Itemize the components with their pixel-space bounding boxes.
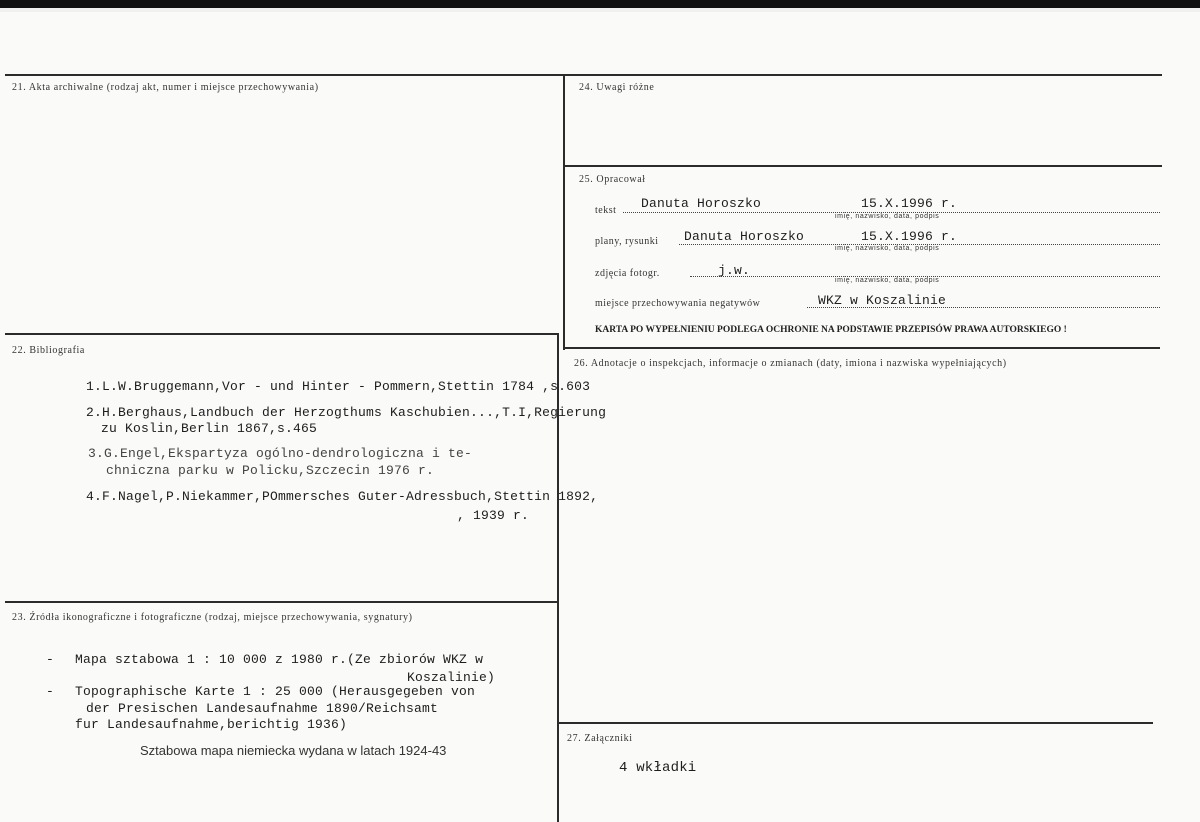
source-line: Mapa sztabowa 1 : 10 000 z 1980 r.(Ze zbiorów WKZ w bbox=[75, 652, 484, 667]
source-line: Topographische Karte 1 : 25 000 (Herausgegeben von bbox=[75, 684, 476, 699]
left-rule-23 bbox=[5, 601, 559, 603]
bibliography-entry: , 1939 r. bbox=[457, 508, 530, 523]
section-21-label: 21. Akta archiwalne (rodzaj akt, numer i miejsce przechowywania) bbox=[12, 82, 319, 93]
right-rule-25 bbox=[563, 165, 1162, 167]
scan-top-edge bbox=[0, 0, 1200, 9]
tekst-label: tekst bbox=[595, 205, 617, 216]
source-note: Sztabowa mapa niemiecka wydana w latach 1924-43 bbox=[140, 743, 447, 758]
bibliography-entry: chniczna parku w Policku,Szczecin 1976 r. bbox=[106, 463, 435, 478]
plany-date: 15.X.1996 r. bbox=[861, 229, 958, 244]
plany-caption: imię, nazwisko, data, podpis bbox=[835, 245, 940, 252]
source-line: der Presischen Landesaufnahme 1890/Reichsamt bbox=[86, 701, 439, 716]
source-line: Koszalinie) bbox=[407, 670, 496, 685]
tekst-date: 15.X.1996 r. bbox=[861, 196, 958, 211]
section-23-label: 23. Źródła ikonograficzne i fotograficzne (rodzaj, miejsce przechowywania, sygnatury) bbox=[12, 612, 413, 623]
section-26-label: 26. Adnotacje o inspekcjach, informacje o zmianach (daty, imiona i nazwiska wypełniających) bbox=[574, 358, 1007, 369]
zdjecia-value: j.w. bbox=[718, 263, 751, 278]
tekst-author: Danuta Horoszko bbox=[641, 196, 762, 211]
bibliography-entry: 3.G.Engel,Ekspartyza ogólno-dendrologiczna i te- bbox=[88, 446, 473, 461]
zdjecia-caption: imię, nazwisko, data, podpis bbox=[835, 277, 940, 284]
section-22-label: 22. Bibliografia bbox=[12, 345, 85, 356]
plany-label: plany, rysunki bbox=[595, 236, 659, 247]
bibliography-entry: 1.L.W.Bruggemann,Vor - und Hinter - Pommern,Stettin 1784 ,s.603 bbox=[86, 379, 591, 394]
vertical-divider-upper bbox=[563, 74, 565, 350]
top-rule bbox=[5, 74, 1162, 76]
attachments-value: 4 wkładki bbox=[619, 760, 697, 776]
list-bullet: - bbox=[46, 684, 55, 699]
source-line: fur Landesaufnahme,berichtig 1936) bbox=[75, 717, 348, 732]
section-24-label: 24. Uwagi różne bbox=[579, 82, 655, 93]
right-rule-26 bbox=[563, 347, 1160, 349]
right-rule-27 bbox=[557, 722, 1153, 724]
copyright-notice: KARTA PO WYPEŁNIENIU PODLEGA OCHRONIE NA PODSTAWIE PRZEPISÓW PRAWA AUTORSKIEGO ! bbox=[595, 325, 1067, 335]
section-27-label: 27. Załączniki bbox=[567, 733, 633, 744]
bibliography-entry: 4.F.Nagel,P.Niekammer,POmmersches Guter-Adressbuch,Stettin 1892, bbox=[86, 489, 599, 504]
tekst-caption: imię, nazwisko, data, podpis bbox=[835, 213, 940, 220]
section-25-label: 25. Opracował bbox=[579, 174, 646, 185]
miejsce-label: miejsce przechowywania negatywów bbox=[595, 298, 761, 309]
left-rule-22 bbox=[5, 333, 559, 335]
bibliography-entry: zu Koslin,Berlin 1867,s.465 bbox=[101, 421, 318, 436]
bibliography-entry: 2.H.Berghaus,Landbuch der Herzogthums Kaschubien...,T.I,Regierung bbox=[86, 405, 607, 420]
plany-author: Danuta Horoszko bbox=[684, 229, 805, 244]
zdjecia-label: zdjęcia fotogr. bbox=[595, 268, 660, 279]
list-bullet: - bbox=[46, 652, 55, 667]
miejsce-value: WKZ w Koszalinie bbox=[818, 293, 947, 308]
